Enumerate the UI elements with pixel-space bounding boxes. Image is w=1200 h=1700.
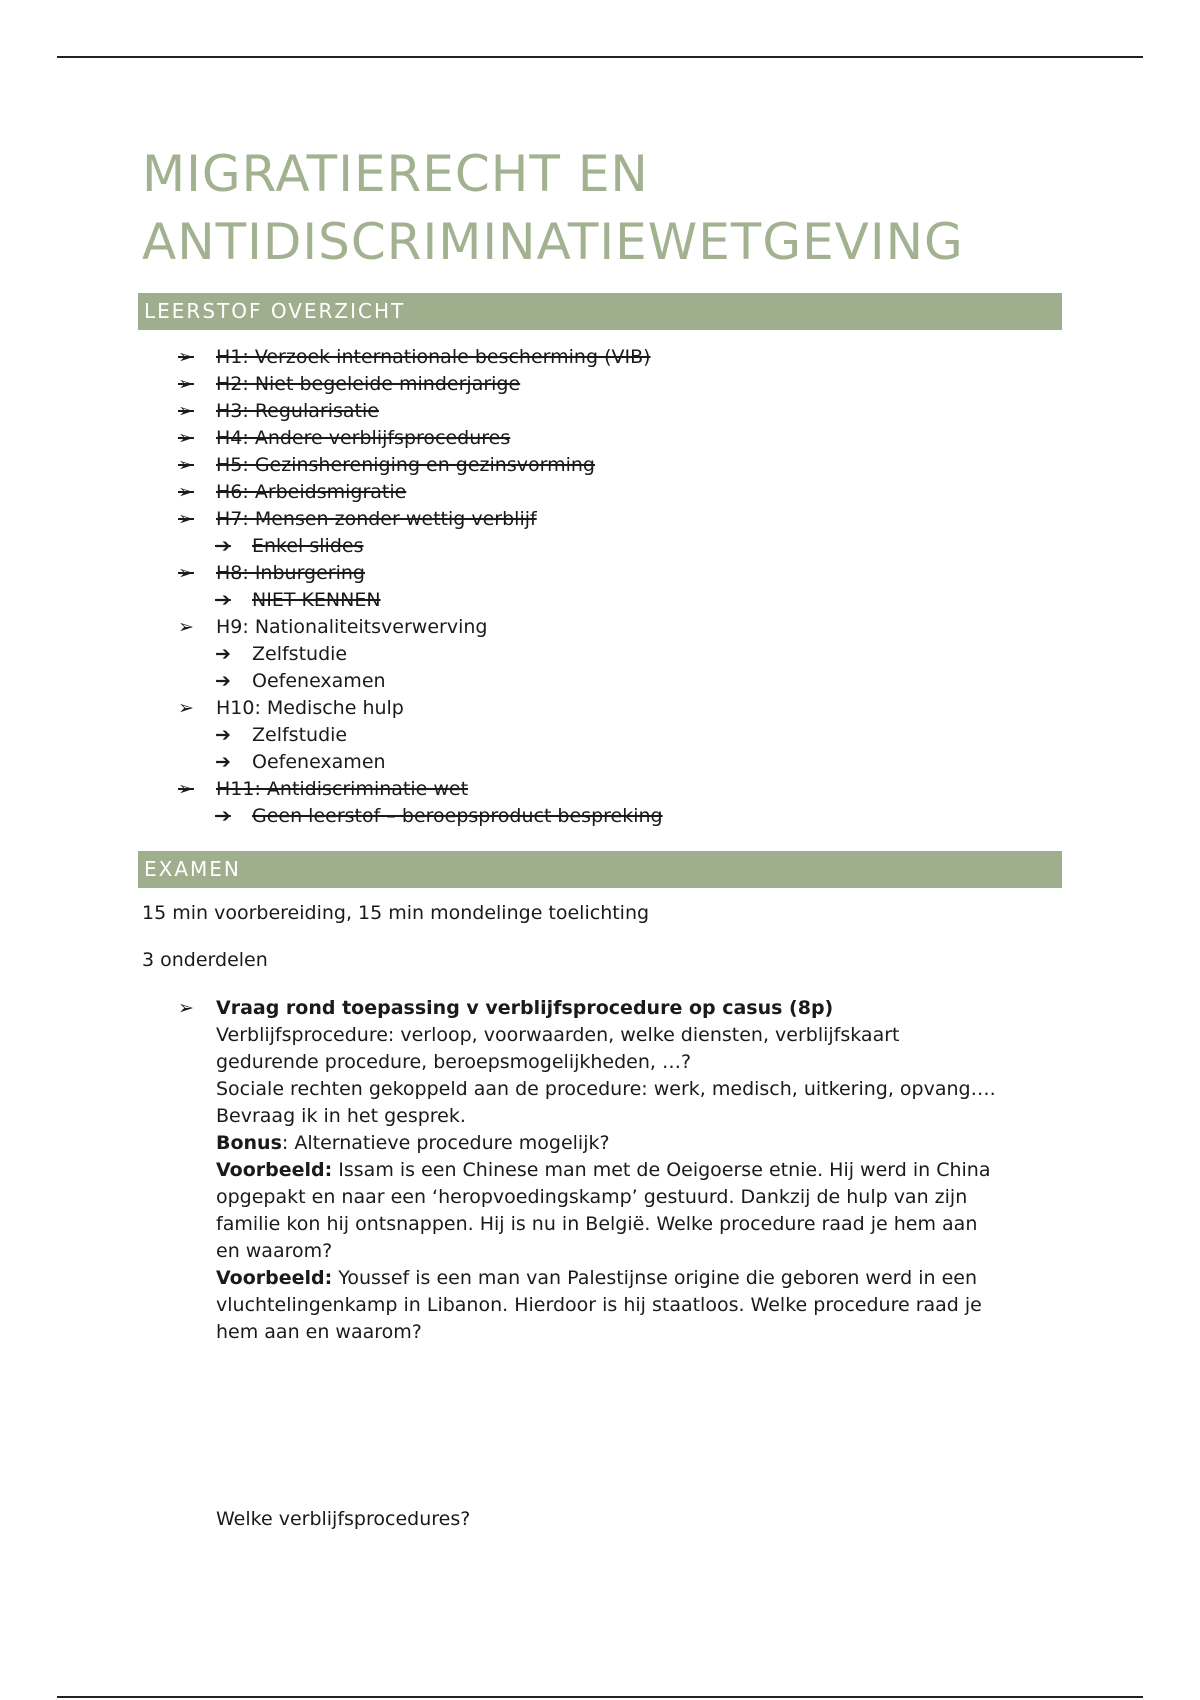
list-item-text: H1: Verzoek internationale bescherming (VIB) [216, 346, 651, 368]
example-1-line-3: familie kon hij ontsnappen. Hij is nu in België. Welke procedure raad je hem aan [216, 1213, 978, 1235]
list-item [178, 398, 1078, 425]
list-subitem [178, 641, 1078, 668]
list-item-text: H7: Mensen zonder wettig verblijf [216, 508, 537, 530]
footer-rule [57, 1696, 1143, 1698]
arrowhead-bullet-icon: ➢ [178, 697, 194, 719]
arrow-right-icon: ➔ [215, 751, 231, 773]
example-1-line-1 [216, 1157, 1058, 1184]
list-item-text: H2: Niet begeleide minderjarige [216, 373, 521, 395]
example-1-line-2: opgepakt en naar een ‘heropvoedingskamp’ gestuurd. Dankzij de hulp van zijn [216, 1186, 968, 1208]
list-item [178, 506, 1078, 533]
final-question-text: Welke verblijfsprocedures? [216, 1508, 471, 1530]
list-item [178, 452, 1078, 479]
arrowhead-bullet-icon: ➢ [178, 481, 194, 503]
list-item [178, 614, 1078, 641]
arrowhead-bullet-icon: ➢ [178, 454, 194, 476]
example-1-label: Voorbeeld: [216, 1159, 333, 1181]
question-heading [178, 995, 1058, 1022]
arrowhead-bullet-icon: ➢ [178, 508, 194, 530]
arrowhead-bullet-icon: ➢ [178, 400, 194, 422]
example-2-text-1: Youssef is een man van Palestijnse origine die geboren werd in een [332, 1267, 977, 1289]
ask-text: Bevraag ik in het gesprek. [216, 1105, 466, 1127]
list-item-text: Zelfstudie [252, 724, 348, 746]
example-2-line-3: hem aan en waarom? [216, 1321, 422, 1343]
list-item [178, 479, 1078, 506]
document-title [142, 140, 1102, 276]
list-item-text: H8: Inburgering [216, 562, 365, 584]
example-1-line-4: en waarom? [216, 1240, 333, 1262]
question-title: Vraag rond toepassing v verblijfsprocedure op casus (8p) [216, 997, 834, 1019]
arrowhead-bullet-icon: ➢ [178, 427, 194, 449]
list-subitem [178, 803, 1078, 830]
example-2-label: Voorbeeld: [216, 1267, 333, 1289]
arrow-right-icon: ➔ [215, 670, 231, 692]
list-subitem [178, 533, 1078, 560]
list-item-text: Oefenexamen [252, 751, 386, 773]
title-line-2: ANTIDISCRIMINATIEWETGEVING [142, 213, 964, 271]
procedure-text-line-2: gedurende procedure, beroepsmogelijkheden, …? [216, 1051, 692, 1073]
arrow-right-icon: ➔ [215, 724, 231, 746]
list-item [178, 560, 1078, 587]
list-item-text: H6: Arbeidsmigratie [216, 481, 407, 503]
example-2-line-1 [216, 1265, 1058, 1292]
arrow-right-icon: ➔ [215, 589, 231, 611]
social-rights-text: Sociale rechten gekoppeld aan de procedure: werk, medisch, uitkering, opvang…. [216, 1078, 996, 1100]
list-item-text: Oefenexamen [252, 670, 386, 692]
list-item-text: H3: Regularisatie [216, 400, 379, 422]
arrowhead-bullet-icon: ➢ [178, 616, 194, 638]
arrowhead-bullet-icon: ➢ [178, 373, 194, 395]
list-item-text: H11: Antidiscriminatie wet [216, 778, 469, 800]
arrow-right-icon: ➔ [215, 643, 231, 665]
question-body [216, 1022, 1058, 1346]
bonus-text: : Alternatieve procedure mogelijk? [281, 1132, 610, 1154]
list-item-text: Zelfstudie [252, 643, 348, 665]
list-item-text: H4: Andere verblijfsprocedures [216, 427, 511, 449]
list-subitem [178, 749, 1078, 776]
exam-question-block [178, 995, 1058, 1346]
list-item [178, 344, 1078, 371]
exam-format-text: 15 min voorbereiding, 15 min mondelinge toelichting [142, 902, 650, 924]
list-item-text: H9: Nationaliteitsverwerving [216, 616, 488, 638]
arrowhead-bullet-icon: ➢ [178, 562, 194, 584]
list-item [178, 371, 1078, 398]
bonus-label: Bonus [216, 1132, 282, 1154]
arrowhead-bullet-icon: ➢ [178, 346, 194, 368]
list-item-text: Enkel slides [252, 535, 364, 557]
exam-parts-text: 3 onderdelen [142, 949, 268, 971]
list-subitem [178, 587, 1078, 614]
list-item [178, 695, 1078, 722]
section-heading-overview: LEERSTOF OVERZICHT [138, 293, 1062, 330]
list-subitem [178, 722, 1078, 749]
arrowhead-bullet-icon: ➢ [178, 997, 194, 1019]
list-item-text: H10: Medische hulp [216, 697, 404, 719]
arrow-right-icon: ➔ [215, 805, 231, 827]
header-rule [57, 56, 1143, 58]
list-item-text: H5: Gezinshereniging en gezinsvorming [216, 454, 595, 476]
list-item [178, 425, 1078, 452]
list-item [178, 776, 1078, 803]
arrowhead-bullet-icon: ➢ [178, 778, 194, 800]
arrow-right-icon: ➔ [215, 535, 231, 557]
list-item-text: Geen leerstof – beroepsproduct bespreking [252, 805, 663, 827]
overview-list [178, 344, 1078, 830]
section-heading-exam: EXAMEN [138, 851, 1062, 888]
example-1-text-1: Issam is een Chinese man met de Oeigoerse etnie. Hij werd in China [332, 1159, 991, 1181]
list-subitem [178, 668, 1078, 695]
title-line-1: MIGRATIERECHT EN [142, 145, 649, 203]
example-2-line-2: vluchtelingenkamp in Libanon. Hierdoor is hij staatloos. Welke procedure raad je [216, 1294, 982, 1316]
procedure-text-line-1: Verblijfsprocedure: verloop, voorwaarden, welke diensten, verblijfskaart [216, 1024, 900, 1046]
bonus-line [216, 1130, 1058, 1157]
list-item-text: NIET KENNEN [252, 589, 381, 611]
